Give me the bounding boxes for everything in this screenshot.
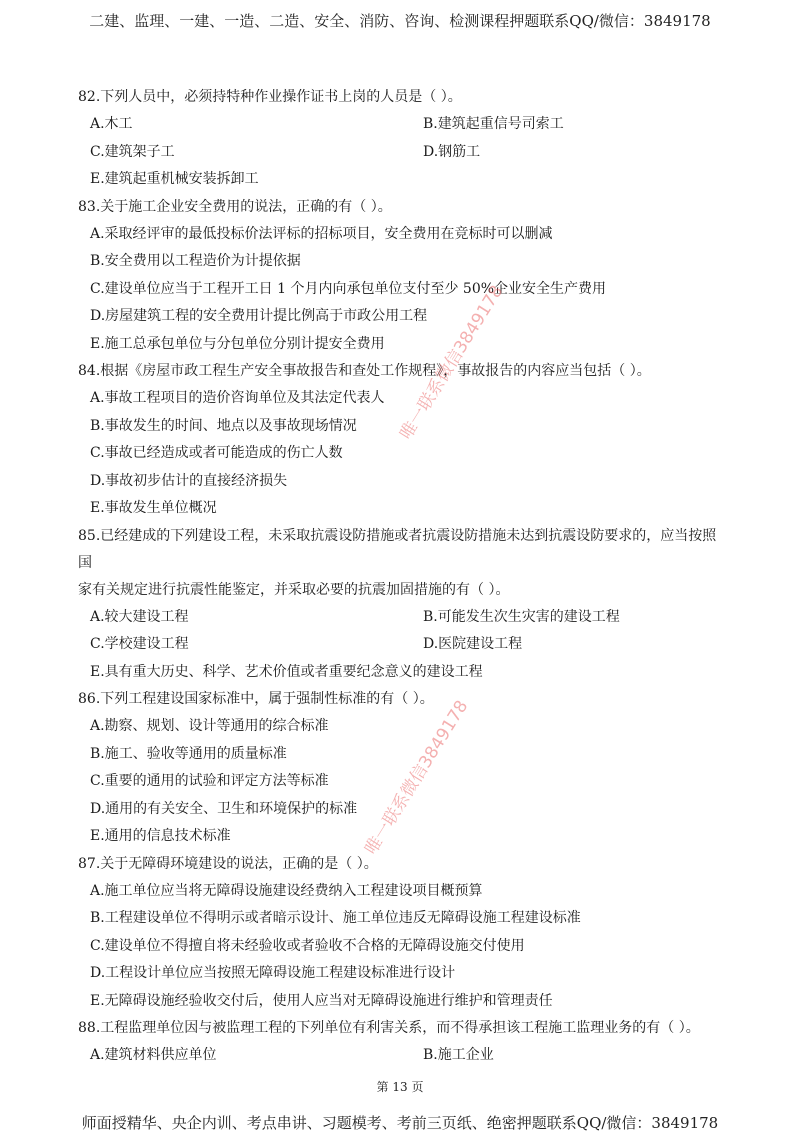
option-a: A.木工 [90,116,133,132]
footer-banner: 师面授精华、央企内训、考点串讲、习题模考、考前三页纸、绝密押题联系QQ/微信：3849178 [81,1114,719,1132]
question-stem: 84.根据《房屋市政工程生产安全事故报告和查处工作规程》，事故报告的内容应当包括（ ）。 [78,363,651,379]
option-a: A.施工单位应当将无障碍设施建设经费纳入工程建设项目概预算 [90,882,483,899]
option-c: C.学校建设工程 [90,636,189,652]
question-stem: 82.下列人员中，必须持特种作业操作证书上岗的人员是（ ）。 [78,89,462,105]
option-c: C.建设单位应当于工程开工日 1 个月内向承包单位支付至少 50%企业安全生产费用 [90,280,607,297]
question-82 [78,84,718,194]
option-b: B.安全费用以工程造价为计提依据 [90,253,301,269]
option-c: C.建设单位不得擅自将未经验收或者验收不合格的无障碍设施交付使用 [90,937,525,954]
option-row [78,604,718,632]
option-b: B.建筑起重信号司索工 [423,116,564,132]
question-83 [78,194,718,359]
option-row [78,1042,718,1070]
option-e: E.建筑起重机械安装拆卸工 [90,171,259,187]
question-stem-line-2: 家有关规定进行抗震性能鉴定，并采取必要的抗震加固措施的有（ ）。 [78,581,510,598]
option-row [78,631,718,659]
option-b: B.施工企业 [423,1047,494,1063]
option-d: D.工程设计单位应当按照无障碍设施工程建设标准进行设计 [90,965,456,981]
option-e: E.无障碍设施经验收交付后，使用人应当对无障碍设施进行维护和管理责任 [90,992,553,1009]
header-banner: 二建、监理、一建、一造、二造、安全、消防、咨询、检测课程押题联系QQ/微信：3849178 [89,12,711,30]
option-row [78,111,718,139]
option-d: D.通用的有关安全、卫生和环境保护的标准 [90,800,358,817]
option-a: A.建筑材料供应单位 [90,1047,217,1063]
option-b: B.事故发生的时间、地点以及事故现场情况 [90,417,357,434]
question-87 [78,851,718,1016]
option-a: A.事故工程项目的造价咨询单位及其法定代表人 [90,390,385,406]
question-stem: 83.关于施工企业安全费用的说法，正确的有（ ）。 [78,198,392,215]
option-c: C.建筑架子工 [90,143,175,160]
option-a: A.采取经评审的最低投标价法评标的招标项目，安全费用在竞标时可以删减 [90,225,553,242]
exam-content [78,84,718,1070]
watermark-upper: 唯一联系微信3849178 [396,281,508,444]
option-e: E.事故发生单位概况 [90,500,217,516]
option-e: E.具有重大历史、科学、艺术价值或者重要纪念意义的建设工程 [90,663,483,680]
question-stem: 87.关于无障碍环境建设的说法，正确的是（ ）。 [78,855,378,872]
watermark-lower: 唯一联系微信3849178 [361,696,473,859]
option-c: C.事故已经造成或者可能造成的伤亡人数 [90,445,343,461]
page-number: 第 13 页 [376,1080,424,1094]
option-row [78,139,718,167]
question-85 [78,523,718,687]
option-a: A.较大建设工程 [90,608,189,625]
option-e: E.通用的信息技术标准 [90,828,231,844]
option-d: D.医院建设工程 [423,636,523,652]
option-b: B.可能发生次生灾害的建设工程 [423,608,620,625]
option-d: D.房屋建筑工程的安全费用计提比例高于市政公用工程 [90,308,428,324]
option-a: A.勘察、规划、设计等通用的综合标准 [90,718,329,734]
question-86 [78,686,718,851]
option-d: D.事故初步估计的直接经济损失 [90,472,288,489]
option-e: E.施工总承包单位与分包单位分别计提安全费用 [90,335,385,352]
question-88 [78,1015,718,1070]
option-c: C.重要的通用的试验和评定方法等标准 [90,773,329,789]
option-d: D.钢筋工 [423,143,481,160]
question-stem: 88.工程监理单位因与被监理工程的下列单位有利害关系，而不得承担该工程施工监理业务的有（ ）。 [78,1020,700,1036]
question-stem: 86.下列工程建设国家标准中，属于强制性标准的有（ ）。 [78,691,434,707]
question-stem-line-1: 85.已经建成的下列建设工程，未采取抗震设防措施或者抗震设防措施未达到抗震设防要求的，应当按照国 [78,527,717,571]
question-84 [78,358,718,523]
option-b: B.工程建设单位不得明示或者暗示设计、施工单位违反无障碍设施工程建设标准 [90,910,581,926]
option-b: B.施工、验收等通用的质量标准 [90,745,287,762]
